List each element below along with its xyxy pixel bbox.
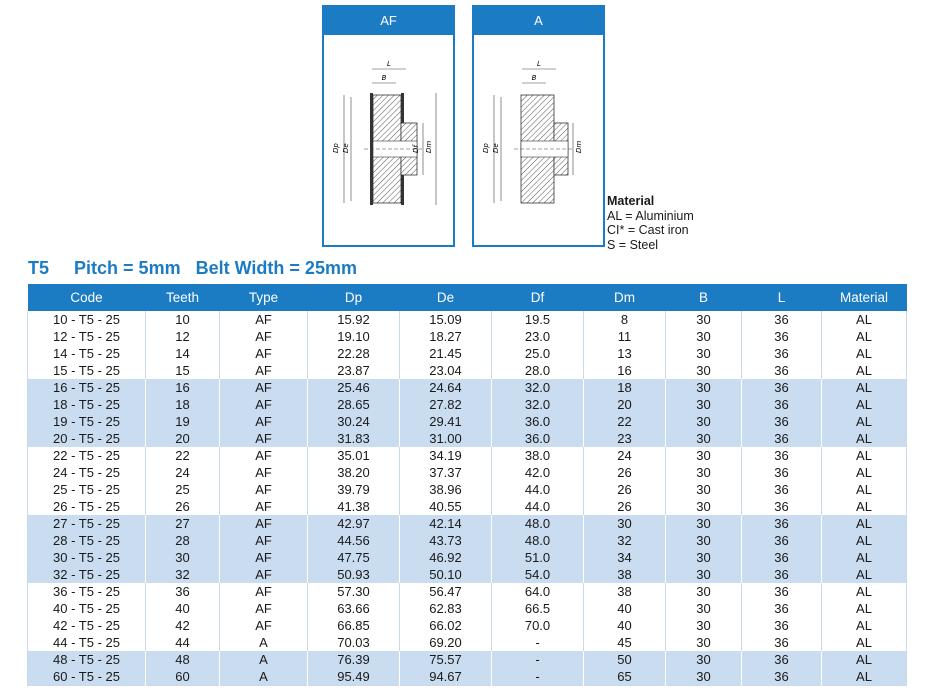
cell-code: 18 - T5 - 25 (28, 396, 146, 413)
cell-code: 32 - T5 - 25 (28, 566, 146, 583)
cell-type: AF (220, 515, 308, 532)
cell-de: 34.19 (400, 447, 492, 464)
cell-code: 44 - T5 - 25 (28, 634, 146, 651)
cell-material: AL (856, 329, 872, 344)
cell-dp: 41.38 (308, 498, 400, 515)
cell-dm: 45 (584, 634, 666, 651)
cell-b: 30 (666, 362, 742, 379)
cell-material: AL (856, 635, 872, 650)
column-header-de: De (400, 284, 492, 311)
cell-teeth: 60 (146, 668, 220, 686)
pulley-spec-table (27, 284, 907, 686)
column-header-b: B (666, 284, 742, 311)
table-row (28, 481, 907, 498)
cell-type: AF (220, 566, 308, 583)
cell-df: 48.0 (492, 515, 584, 532)
cell-l: 36 (742, 617, 822, 634)
cell-l: 36 (742, 549, 822, 566)
label-Dp: Dp (332, 143, 340, 153)
cell-df: 28.0 (492, 362, 584, 379)
cell-l: 36 (742, 498, 822, 515)
cell-material: AL (856, 465, 872, 480)
cell-dm: 65 (584, 668, 666, 686)
cell-b: 30 (666, 481, 742, 498)
cell-b: 30 (666, 430, 742, 447)
cell-l: 36 (742, 311, 822, 328)
cell-type: A (220, 668, 308, 686)
cell-b: 30 (666, 464, 742, 481)
cell-type: AF (220, 498, 308, 515)
cell-code: 48 - T5 - 25 (28, 651, 146, 668)
cell-df: 54.0 (492, 566, 584, 583)
cell-dm: 18 (584, 379, 666, 396)
cell-de: 94.67 (400, 668, 492, 686)
cell-df: 51.0 (492, 549, 584, 566)
cell-b: 30 (666, 549, 742, 566)
cell-code: 26 - T5 - 25 (28, 498, 146, 515)
cell-de: 31.00 (400, 430, 492, 447)
cell-teeth: 28 (146, 532, 220, 549)
cell-teeth: 10 (146, 311, 220, 328)
table-row (28, 600, 907, 617)
label-De: De (492, 143, 500, 153)
label-B: B (381, 74, 387, 82)
cell-l: 36 (742, 345, 822, 362)
cell-l: 36 (742, 515, 822, 532)
cell-dm: 32 (584, 532, 666, 549)
cell-b: 30 (666, 600, 742, 617)
material-line: AL = Aluminium (607, 208, 694, 223)
table-row (28, 583, 907, 600)
cell-material: AL (822, 515, 907, 532)
table-row (28, 362, 907, 379)
cell-teeth: 48 (146, 651, 220, 668)
cell-material: AL (856, 312, 872, 327)
column-header-dp: Dp (308, 284, 400, 311)
cell-b: 30 (666, 583, 742, 600)
table-row (28, 532, 907, 549)
pulley-a-drawing (474, 35, 603, 245)
cell-code: 16 - T5 - 25 (28, 379, 146, 396)
table-row (28, 668, 907, 686)
cell-material: AL (856, 618, 872, 633)
cell-df: 64.0 (492, 583, 584, 600)
cell-code: 24 - T5 - 25 (28, 464, 146, 481)
cell-type: AF (220, 345, 308, 362)
cell-b: 30 (666, 566, 742, 583)
cell-df: 44.0 (492, 498, 584, 515)
cell-de: 40.55 (400, 498, 492, 515)
cell-material: AL (822, 549, 907, 566)
cell-de: 69.20 (400, 634, 492, 651)
label-De: De (342, 143, 350, 153)
cell-l: 36 (742, 481, 822, 498)
cell-dp: 30.24 (308, 413, 400, 430)
cell-de: 15.09 (400, 311, 492, 328)
cell-df: - (492, 668, 584, 686)
cell-teeth: 32 (146, 566, 220, 583)
cell-df: 19.5 (492, 311, 584, 328)
cell-b: 30 (666, 345, 742, 362)
cell-de: 43.73 (400, 532, 492, 549)
table-row (28, 498, 907, 515)
cell-teeth: 12 (146, 328, 220, 345)
cell-code: 22 - T5 - 25 (28, 447, 146, 464)
cell-l: 36 (742, 362, 822, 379)
column-header-type: Type (220, 284, 308, 311)
table-row (28, 464, 907, 481)
cell-teeth: 26 (146, 498, 220, 515)
cell-dm: 22 (584, 413, 666, 430)
cell-de: 62.83 (400, 600, 492, 617)
cell-dm: 11 (584, 328, 666, 345)
table-row (28, 634, 907, 651)
cell-df: 48.0 (492, 532, 584, 549)
cell-dm: 40 (584, 600, 666, 617)
table-row (28, 515, 907, 532)
cell-l: 36 (742, 396, 822, 413)
cell-type: AF (220, 583, 308, 600)
cell-type: AF (220, 379, 308, 396)
label-Df: Df (412, 145, 420, 153)
cell-dp: 15.92 (308, 311, 400, 328)
cell-de: 42.14 (400, 515, 492, 532)
cell-dp: 22.28 (308, 345, 400, 362)
cell-code: 10 - T5 - 25 (28, 311, 146, 328)
label-Dm: Dm (575, 140, 583, 153)
cell-df: 36.0 (492, 430, 584, 447)
cell-df: 42.0 (492, 464, 584, 481)
cell-l: 36 (742, 583, 822, 600)
cell-de: 46.92 (400, 549, 492, 566)
cell-code: 60 - T5 - 25 (28, 668, 146, 686)
cell-material: AL (822, 379, 907, 396)
cell-l: 36 (742, 447, 822, 464)
cell-teeth: 14 (146, 345, 220, 362)
cell-de: 66.02 (400, 617, 492, 634)
cell-de: 27.82 (400, 396, 492, 413)
cell-df: 25.0 (492, 345, 584, 362)
series-label: T5 (28, 258, 50, 278)
cell-l: 36 (742, 634, 822, 651)
column-header-dm: Dm (584, 284, 666, 311)
cell-de: 50.10 (400, 566, 492, 583)
cell-dp: 23.87 (308, 362, 400, 379)
cell-teeth: 30 (146, 549, 220, 566)
diagram-a-panel (472, 5, 605, 247)
cell-code: 28 - T5 - 25 (28, 532, 146, 549)
cell-type: AF (220, 430, 308, 447)
cell-dp: 57.30 (308, 583, 400, 600)
cell-dp: 44.56 (308, 532, 400, 549)
cell-material: AL (822, 651, 907, 668)
table-row (28, 447, 907, 464)
cell-teeth: 16 (146, 379, 220, 396)
cell-material: AL (822, 532, 907, 549)
cell-dp: 66.85 (308, 617, 400, 634)
cell-material: AL (856, 601, 872, 616)
cell-df: 38.0 (492, 447, 584, 464)
cell-dp: 25.46 (308, 379, 400, 396)
cell-material: AL (822, 413, 907, 430)
cell-dm: 40 (584, 617, 666, 634)
cell-code: 40 - T5 - 25 (28, 600, 146, 617)
cell-dm: 50 (584, 651, 666, 668)
cell-dp: 42.97 (308, 515, 400, 532)
table-row (28, 651, 907, 668)
cell-dp: 28.65 (308, 396, 400, 413)
table-row (28, 311, 907, 328)
pulley-af-drawing (324, 35, 453, 245)
cell-b: 30 (666, 311, 742, 328)
cell-df: 32.0 (492, 379, 584, 396)
cell-teeth: 25 (146, 481, 220, 498)
material-legend (607, 194, 694, 252)
cell-dm: 38 (584, 566, 666, 583)
cell-type: AF (220, 617, 308, 634)
table-row (28, 430, 907, 447)
cell-dm: 23 (584, 430, 666, 447)
cell-material: AL (856, 448, 872, 463)
cell-dm: 26 (584, 464, 666, 481)
cell-b: 30 (666, 515, 742, 532)
cell-dp: 76.39 (308, 651, 400, 668)
cell-code: 36 - T5 - 25 (28, 583, 146, 600)
cell-df: 32.0 (492, 396, 584, 413)
table-row (28, 549, 907, 566)
diagram-af-title: AF (324, 7, 453, 35)
cell-l: 36 (742, 413, 822, 430)
cell-l: 36 (742, 430, 822, 447)
cell-dp: 19.10 (308, 328, 400, 345)
table-header-row (28, 284, 907, 311)
pitch-label: Pitch = 5mm (74, 258, 181, 278)
cell-b: 30 (666, 651, 742, 668)
cell-type: A (220, 651, 308, 668)
cell-dm: 24 (584, 447, 666, 464)
cell-code: 19 - T5 - 25 (28, 413, 146, 430)
cell-b: 30 (666, 617, 742, 634)
cell-material: AL (856, 363, 872, 378)
cell-code: 14 - T5 - 25 (28, 345, 146, 362)
cell-df: 23.0 (492, 328, 584, 345)
cell-dm: 26 (584, 498, 666, 515)
cell-material: AL (822, 396, 907, 413)
label-L: L (387, 60, 391, 68)
cell-df: 70.0 (492, 617, 584, 634)
cell-teeth: 42 (146, 617, 220, 634)
cell-l: 36 (742, 379, 822, 396)
material-line: S = Steel (607, 237, 659, 252)
cell-de: 23.04 (400, 362, 492, 379)
cell-de: 29.41 (400, 413, 492, 430)
table-row (28, 379, 907, 396)
table-row (28, 617, 907, 634)
cell-dm: 20 (584, 396, 666, 413)
cell-dp: 31.83 (308, 430, 400, 447)
cell-type: A (220, 634, 308, 651)
cell-b: 30 (666, 634, 742, 651)
cell-dp: 63.66 (308, 600, 400, 617)
cell-dm: 8 (584, 311, 666, 328)
cell-dp: 95.49 (308, 668, 400, 686)
cell-type: AF (220, 532, 308, 549)
table-row (28, 396, 907, 413)
cell-type: AF (220, 396, 308, 413)
diagram-a-title: A (474, 7, 603, 35)
cell-type: AF (220, 328, 308, 345)
cell-l: 36 (742, 651, 822, 668)
cell-material: AL (856, 346, 872, 361)
cell-teeth: 40 (146, 600, 220, 617)
cell-dm: 30 (584, 515, 666, 532)
cell-code: 15 - T5 - 25 (28, 362, 146, 379)
column-header-material: Material (822, 284, 907, 311)
cell-de: 56.47 (400, 583, 492, 600)
cell-type: AF (220, 549, 308, 566)
cell-teeth: 15 (146, 362, 220, 379)
cell-b: 30 (666, 396, 742, 413)
cell-teeth: 24 (146, 464, 220, 481)
cell-dp: 47.75 (308, 549, 400, 566)
cell-code: 27 - T5 - 25 (28, 515, 146, 532)
cell-b: 30 (666, 328, 742, 345)
cell-dp: 50.93 (308, 566, 400, 583)
cell-material: AL (856, 482, 872, 497)
belt-width-label: Belt Width = 25mm (195, 258, 357, 278)
cell-teeth: 44 (146, 634, 220, 651)
cell-type: AF (220, 464, 308, 481)
label-L: L (537, 60, 541, 68)
cell-type: AF (220, 311, 308, 328)
cell-b: 30 (666, 413, 742, 430)
cell-de: 24.64 (400, 379, 492, 396)
cell-material: AL (856, 584, 872, 599)
cell-de: 18.27 (400, 328, 492, 345)
cell-code: 42 - T5 - 25 (28, 617, 146, 634)
cell-l: 36 (742, 532, 822, 549)
cell-material: AL (822, 668, 907, 686)
cell-type: AF (220, 447, 308, 464)
cell-teeth: 36 (146, 583, 220, 600)
cell-df: - (492, 651, 584, 668)
cell-dm: 34 (584, 549, 666, 566)
table-heading (28, 258, 357, 279)
table-row (28, 413, 907, 430)
cell-code: 30 - T5 - 25 (28, 549, 146, 566)
column-header-df: Df (492, 284, 584, 311)
column-header-teeth: Teeth (146, 284, 220, 311)
cell-dp: 35.01 (308, 447, 400, 464)
cell-l: 36 (742, 566, 822, 583)
material-line: CI* = Cast iron (607, 223, 689, 237)
cell-l: 36 (742, 464, 822, 481)
table-row (28, 566, 907, 583)
cell-df: - (492, 634, 584, 651)
cell-material: AL (856, 499, 872, 514)
cell-dp: 70.03 (308, 634, 400, 651)
cell-l: 36 (742, 668, 822, 686)
label-Dp: Dp (482, 143, 490, 153)
material-title: Material (607, 194, 655, 208)
cell-df: 36.0 (492, 413, 584, 430)
cell-code: 12 - T5 - 25 (28, 328, 146, 345)
cell-dp: 39.79 (308, 481, 400, 498)
cell-type: AF (220, 413, 308, 430)
cell-b: 30 (666, 498, 742, 515)
cell-de: 37.37 (400, 464, 492, 481)
cell-material: AL (822, 566, 907, 583)
cell-dp: 38.20 (308, 464, 400, 481)
cell-l: 36 (742, 600, 822, 617)
cell-de: 21.45 (400, 345, 492, 362)
cell-teeth: 22 (146, 447, 220, 464)
cell-de: 38.96 (400, 481, 492, 498)
cell-dm: 26 (584, 481, 666, 498)
cell-code: 20 - T5 - 25 (28, 430, 146, 447)
cell-l: 36 (742, 328, 822, 345)
cell-type: AF (220, 481, 308, 498)
cell-de: 75.57 (400, 651, 492, 668)
cell-dm: 13 (584, 345, 666, 362)
cell-teeth: 20 (146, 430, 220, 447)
cell-type: AF (220, 600, 308, 617)
cell-df: 66.5 (492, 600, 584, 617)
cell-b: 30 (666, 447, 742, 464)
label-Dm: Dm (425, 140, 433, 153)
cell-teeth: 27 (146, 515, 220, 532)
table-row (28, 328, 907, 345)
cell-b: 30 (666, 668, 742, 686)
cell-code: 25 - T5 - 25 (28, 481, 146, 498)
cell-teeth: 18 (146, 396, 220, 413)
diagram-af-panel (322, 5, 455, 247)
cell-dm: 16 (584, 362, 666, 379)
cell-b: 30 (666, 532, 742, 549)
label-B: B (531, 74, 537, 82)
cell-dm: 38 (584, 583, 666, 600)
column-header-l: L (742, 284, 822, 311)
cell-df: 44.0 (492, 481, 584, 498)
cell-teeth: 19 (146, 413, 220, 430)
table-row (28, 345, 907, 362)
column-header-code: Code (28, 284, 146, 311)
cell-material: AL (822, 430, 907, 447)
cell-type: AF (220, 362, 308, 379)
cell-b: 30 (666, 379, 742, 396)
